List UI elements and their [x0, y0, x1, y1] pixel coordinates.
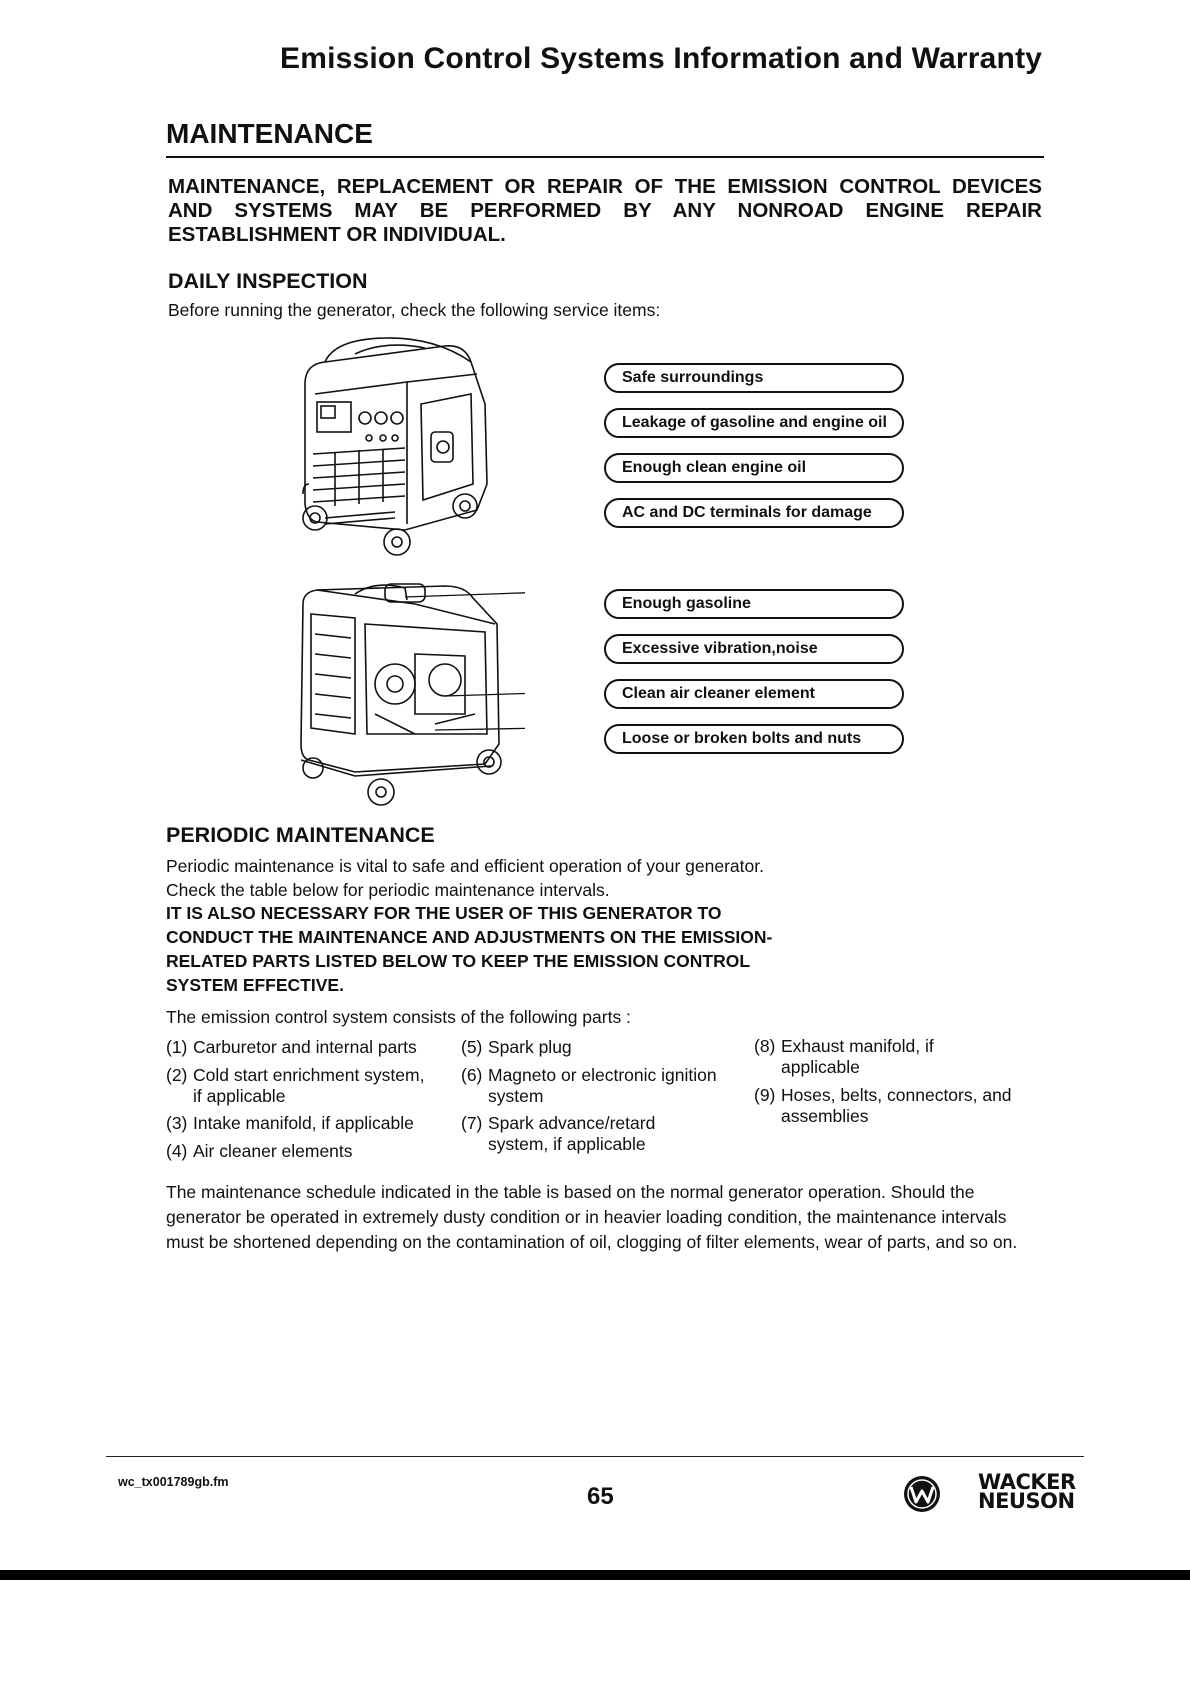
footer-filename: wc_tx001789gb.fm [118, 1475, 229, 1489]
periodic-requirement-notice [166, 901, 772, 997]
daily-item-air-cleaner: Clean air cleaner element [604, 679, 904, 709]
part-item: (6) Magneto or electronic ignition system [461, 1065, 717, 1106]
generator-front-view [303, 338, 487, 555]
brand-name [978, 1470, 1076, 1513]
part-item: (7) Spark advance/retard system, if applicable [461, 1113, 656, 1154]
brand-line: NEUSON [978, 1489, 1075, 1513]
footer-rule [106, 1456, 1084, 1457]
daily-item-leakage: Leakage of gasoline and engine oil [604, 408, 904, 438]
part-item: (2) Cold start enrichment system, if applicable [166, 1065, 425, 1106]
part-item: (3) Intake manifold, if applicable [166, 1113, 414, 1133]
section-title: MAINTENANCE [166, 118, 373, 149]
part-item: (5) Spark plug [461, 1037, 572, 1057]
brand-line: WACKER [978, 1470, 1076, 1494]
notice-line: CONDUCT THE MAINTENANCE AND ADJUSTMENTS ON THE EMISSION- [166, 927, 773, 947]
periodic-line: Check the table below for periodic maintenance intervals. [166, 880, 610, 900]
bottom-border-bar [0, 1570, 1190, 1580]
page-number: 65 [587, 1483, 614, 1510]
part-item: (8) Exhaust manifold, if applicable [754, 1036, 934, 1077]
generator-illustration-icon [295, 334, 525, 814]
notice-line: IT IS ALSO NECESSARY FOR THE USER OF THIS GENERATOR TO [166, 903, 722, 923]
daily-item-terminals: AC and DC terminals for damage [604, 498, 904, 528]
periodic-line: Periodic maintenance is vital to safe and efficient operation of your generator. [166, 856, 764, 876]
part-item: (9) Hoses, belts, connectors, and assemblies [754, 1085, 1012, 1126]
schedule-note: The maintenance schedule indicated in the table is based on the normal generator operation. Should the generator be operated in extremely dusty condition or in heavier loading condition, the maintenance intervals must be shortened depending on the contamination of oil, clogging of filter elements, wear of parts, and so on. [166, 1182, 1018, 1252]
parts-intro: The emission control system consists of the following parts : [166, 1007, 631, 1027]
notice-line: RELATED PARTS LISTED BELOW TO KEEP THE EMISSION CONTROL [166, 951, 751, 971]
periodic-maintenance-paragraph [166, 854, 764, 902]
generator-open-view [301, 584, 501, 805]
daily-item-vibration: Excessive vibration,noise [604, 634, 904, 664]
maintenance-notice: MAINTENANCE, REPLACEMENT OR REPAIR OF THE EMISSION CONTROL DEVICES AND SYSTEMS MAY BE PERFORMED BY ANY NONROAD ENGINE REPAIR ESTABLISHMENT OR INDIVIDUAL. [168, 175, 1042, 246]
daily-item-safe-surroundings: Safe surroundings [604, 363, 904, 393]
periodic-maintenance-heading: PERIODIC MAINTENANCE [166, 823, 435, 847]
part-item: (1) Carburetor and internal parts [166, 1037, 417, 1057]
notice-line: SYSTEM EFFECTIVE. [166, 975, 344, 995]
wacker-neuson-logo-icon [902, 1474, 942, 1514]
daily-item-engine-oil: Enough clean engine oil [604, 453, 904, 483]
page-title: Emission Control Systems Information and Warranty [280, 42, 1043, 75]
daily-inspection-intro: Before running the generator, check the following service items: [168, 300, 661, 320]
part-item: (4) Air cleaner elements [166, 1141, 353, 1161]
title-rule [166, 156, 1044, 158]
daily-inspection-heading: DAILY INSPECTION [168, 269, 368, 293]
daily-item-gasoline: Enough gasoline [604, 589, 904, 619]
daily-item-bolts-nuts: Loose or broken bolts and nuts [604, 724, 904, 754]
